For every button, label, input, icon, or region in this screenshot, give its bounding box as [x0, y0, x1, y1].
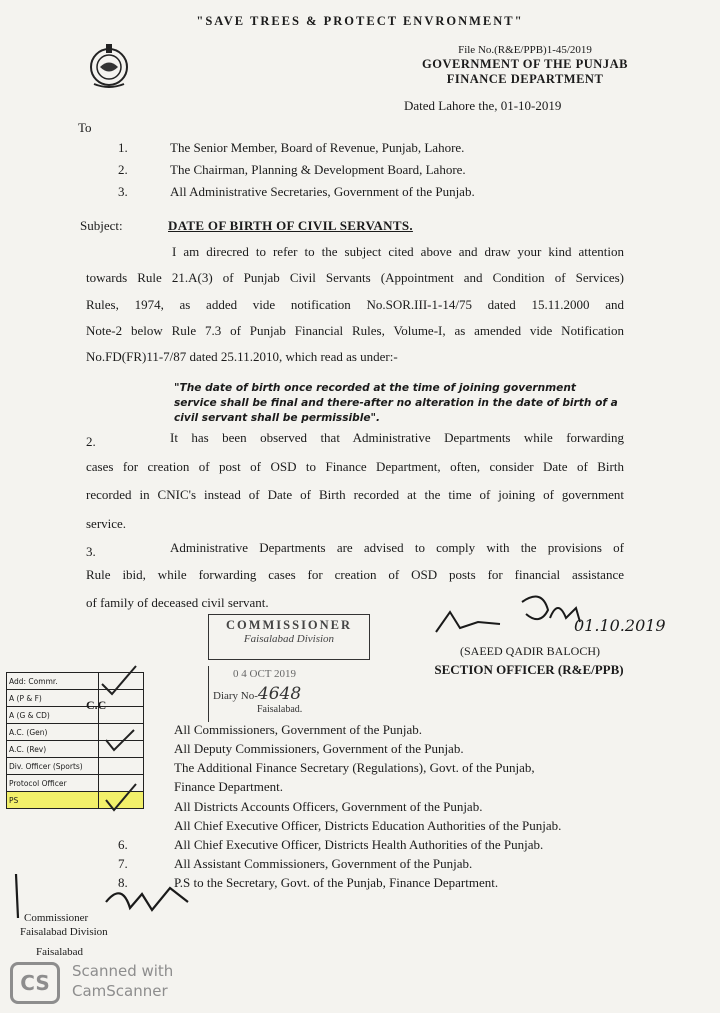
- stamp-date: 0 4 OCT 2019: [233, 668, 297, 680]
- copy-to-item: All Districts Accounts Officers, Government of the Punjab.: [174, 799, 483, 814]
- table-row: A.C. (Rev): [7, 741, 99, 758]
- para-3-number: 3.: [86, 544, 96, 559]
- commissioner-stamp: [208, 614, 370, 660]
- recipient-2: 2. The Chairman, Planning & Development Board, Lahore.: [118, 162, 466, 177]
- department-name: FINANCE DEPARTMENT: [446, 72, 604, 86]
- copy-to-item: All Commissioners, Government of the Punjab.: [174, 722, 423, 737]
- para-3-line: Administrative Departments are advised to comply with the provisions of: [170, 540, 624, 555]
- table-row: Protocol Officer: [7, 775, 99, 792]
- bottom-stamp-line2: Faisalabad Division: [20, 926, 108, 938]
- subject-label: Subject:: [80, 218, 123, 233]
- to-label: To: [78, 120, 92, 135]
- para-3-line: Rule ibid, while forwarding cases for creation of OSD posts for financial assistance: [86, 567, 624, 582]
- stamp-title: COMMISSIONER: [225, 618, 353, 632]
- copy-to-item: Finance Department.: [174, 779, 284, 794]
- letter-date: Dated Lahore the, 01-10-2019: [404, 98, 562, 113]
- file-number: File No.(R&E/PPB)1-45/2019: [458, 44, 592, 56]
- recipient-1: 1. The Senior Member, Board of Revenue, Punjab, Lahore.: [118, 140, 465, 155]
- bottom-stamp-line1: Commissioner: [24, 912, 89, 924]
- copy-to-item: 7. All Assistant Commissioners, Government of the Punjab.: [118, 856, 473, 871]
- para-1-line: Rules, 1974, as added vide notification No.SOR.III-1-14/75 dated 15.11.2000 and: [86, 297, 624, 312]
- para-1-line: towards Rule 21.A(3) of Punjab Civil Servants (Appointment and Condition of Services): [86, 270, 624, 285]
- para-2-number: 2.: [86, 434, 96, 449]
- copy-to-item: The Additional Finance Secretary (Regulations), Govt. of the Punjab,: [174, 760, 535, 775]
- punjab-govt-logo-icon: [86, 40, 132, 90]
- rule-quote: "The date of birth once recorded at the time of joining government service shall be final and there-after no alteration in the date of birth of a civil servant shall be permissible".: [174, 382, 618, 424]
- signer-designation: SECTION OFFICER (R&E/PPB): [434, 662, 624, 677]
- para-2-line: recorded in CNIC's instead of Date of Birth recorded at the time of joining of government: [86, 487, 624, 502]
- signature-date: 01.10.2019: [574, 616, 666, 635]
- subject-title: DATE OF BIRTH OF CIVIL SERVANTS.: [168, 218, 413, 233]
- para-1-line: No.FD(FR)11-7/87 dated 25.11.2010, which read as under:-: [86, 349, 398, 364]
- signer-name: (SAEED QADIR BALOCH): [460, 644, 600, 658]
- para-1-line: I am direcred to refer to the subject cited above and draw your kind attention: [172, 244, 624, 259]
- table-row: A (G & CD): [7, 707, 99, 724]
- watermark-line2: CamScanner: [72, 982, 168, 1000]
- motto: "SAVE TREES & PROTECT ENVRONMENT": [196, 14, 524, 28]
- table-row: PS: [7, 792, 99, 809]
- diary-line: [213, 684, 361, 704]
- diary-label: Diary No-: [213, 690, 258, 702]
- para-3-line: of family of deceased civil servant.: [86, 595, 269, 610]
- copy-to-item: All Deputy Commissioners, Government of the Punjab.: [174, 741, 464, 756]
- camscanner-watermark: [10, 960, 210, 1004]
- diary-number: 4648: [257, 684, 302, 704]
- para-2-line: cases for creation of post of OSD to Finance Department, often, consider Date of Birth: [86, 459, 624, 474]
- stamp-city: Faisalabad.: [257, 704, 303, 715]
- camscanner-logo-icon: CS: [10, 962, 60, 1004]
- government-name: GOVERNMENT OF THE PUNJAB: [422, 57, 628, 71]
- diary-stamp: [208, 666, 361, 722]
- para-2-line: service.: [86, 516, 127, 531]
- para-2-line: It has been observed that Administrative Departments while forwarding: [170, 430, 624, 445]
- table-row: A (P & F): [7, 690, 99, 707]
- table-row: A.C. (Gen): [7, 724, 99, 741]
- watermark-line1: Scanned with: [72, 962, 174, 980]
- stamp-subtitle: Faisalabad Division: [243, 633, 335, 645]
- cc-mark: C.C: [86, 698, 107, 712]
- copy-to-item: 6. All Chief Executive Officer, Districts Health Authorities of the Punjab.: [118, 837, 544, 852]
- para-1-line: Note-2 below Rule 7.3 of Punjab Financial Rules, Volume-I, as amended vide Notification: [86, 323, 624, 338]
- recipient-3: 3. All Administrative Secretaries, Government of the Punjab.: [118, 184, 475, 199]
- bottom-stamp-line3: Faisalabad: [36, 946, 84, 958]
- table-row: Add: Commr.: [7, 673, 99, 690]
- table-row: Div. Officer (Sports): [7, 758, 99, 775]
- copy-to-item: All Chief Executive Officer, Districts Education Authorities of the Punjab.: [174, 818, 562, 833]
- copy-to-item: 8. P.S to the Secretary, Govt. of the Punjab, Finance Department.: [118, 875, 499, 890]
